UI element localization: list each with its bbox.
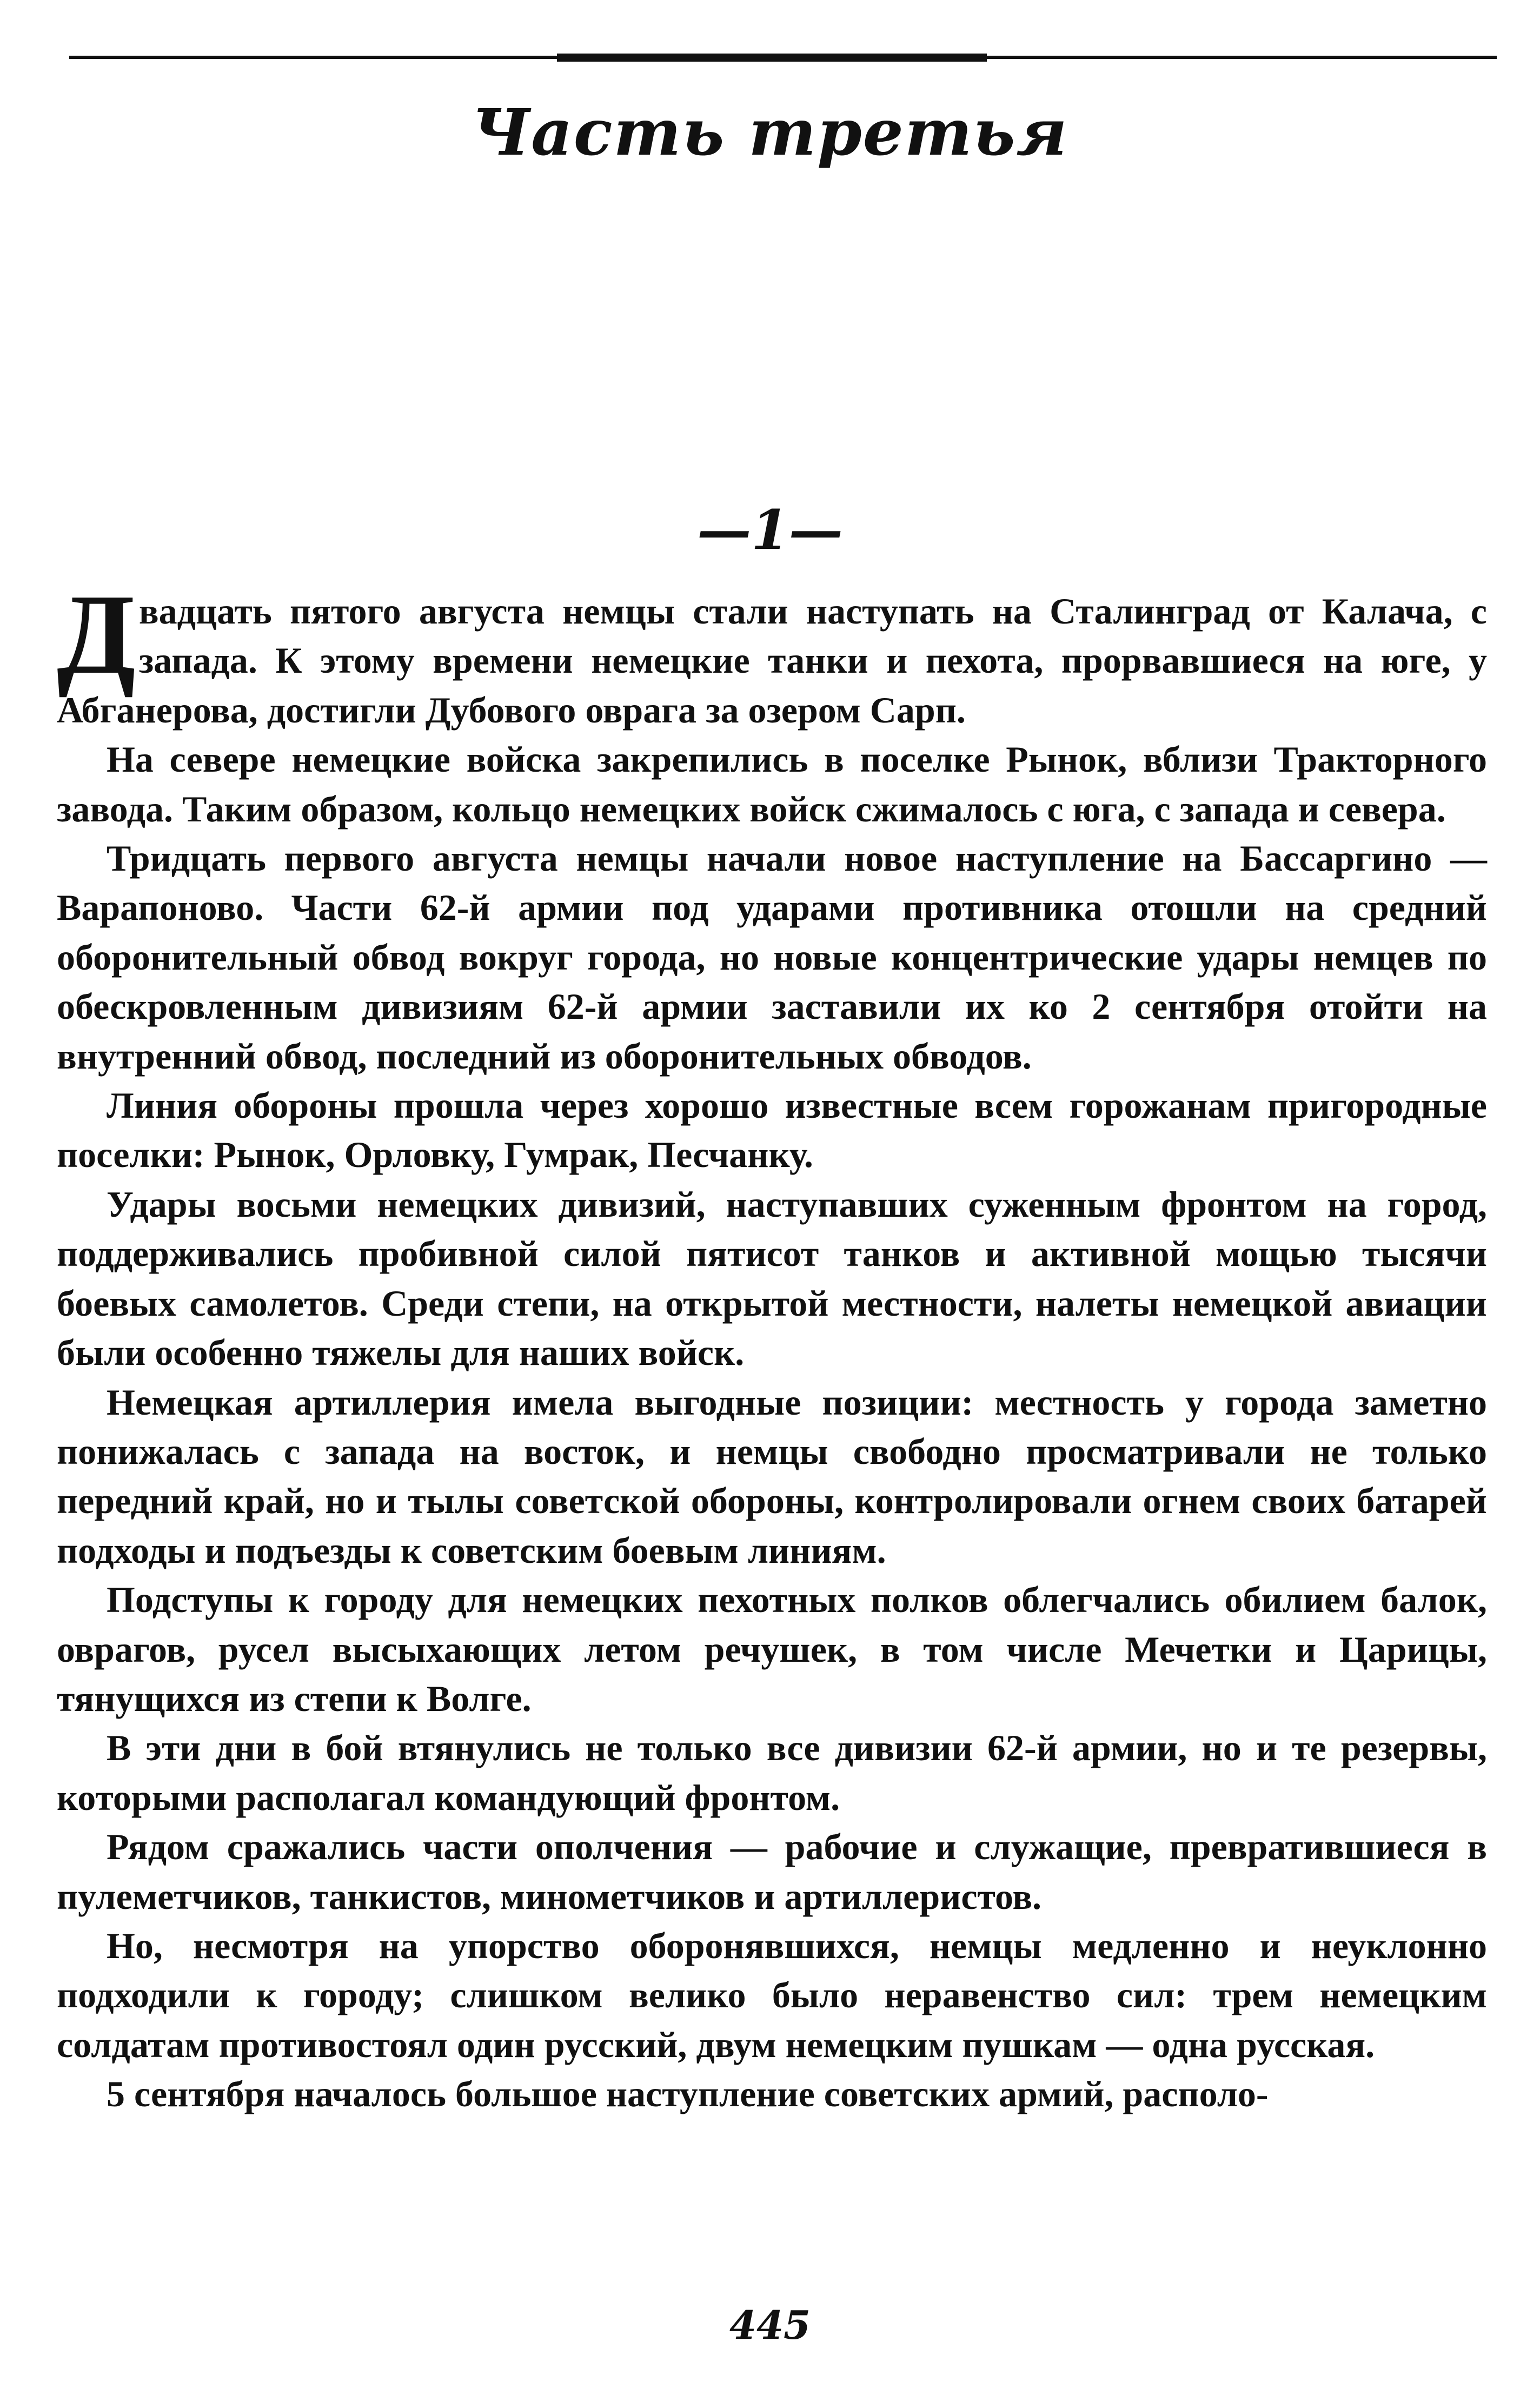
page-number: 445 [729,2302,811,2348]
paragraph [57,571,1487,735]
paragraph: Подступы к городу для немецких пехотных полков облегчались обилием балок, оврагов, русел высыхающих летом речушек, в том числе Мечетки и Царицы, тянущихся из степи к Волге. [57,1579,1487,1719]
paragraph: На севере немецкие войска закрепились в поселке Рынок, вблизи Тракторного завода. Таким образом, кольцо немецких войск сжималось с юга, с запада и севера. [57,739,1487,830]
header-rule-accent [557,54,987,62]
paragraph: Рядом сражались части ополчения — рабочие и служащие, превратившиеся в пулеметчиков, танкистов, минометчиков и артиллеристов. [57,1826,1487,1917]
paragraph: В эти дни в бой втянулись не только все дивизии 62-й армии, но и те резервы, которыми располагал командующий фронтом. [57,1727,1487,1818]
paragraph: Тридцать первого августа немцы начали новое наступление на Бассаргино — Варапоново. Части 62-й армии под ударами противника отошли на средний оборонительный обвод вокруг города, но новые концентрические удары немцев по обескровленным дивизиям 62-й армии заставили их ко 2 сентября отойти на внутренний обвод, последний из оборонительных обводов. [57,838,1487,1077]
drop-cap: Д [57,571,136,698]
chapter-number: —1— [697,498,843,562]
paragraph: Удары восьми немецких дивизий, наступавших суженным фронтом на город, поддерживались пробивной силой пятисот танков и активной мощью тысячи боевых самолетов. Среди степи, на открытой местности, налеты немецкой авиации были особенно тяжелы для наших войск. [57,1183,1487,1374]
paragraph: 5 сентября началось большое наступление советских армий, располо- [107,2073,1269,2115]
paragraph: Немецкая артиллерия имела выгодные позиции: местность у города заметно понижалась с запада на восток, и немцы свободно просматривали не только передний край, но и тылы советской обороны, контролировали огнем своих батарей подходы и подъезды к советским боевым линиям. [57,1381,1487,1571]
paragraph: Но, несмотря на упорство оборонявшихся, немцы медленно и неуклонно подходили к городу; слишком велико было неравенство сил: трем немецким солдатам противостоял один русский, двум немецким пушкам — одна русская. [57,1925,1487,2065]
body-text [57,571,1487,2119]
part-title: Часть третья [472,95,1068,170]
paragraph-text: вадцать пятого августа немцы стали наступать на Сталинград от Калача, с запада. К этому времени немецкие танки и пехота, прорвавшиеся на юге, у Абганерова, достигли Дубового оврага за озером Сарп. [57,591,1487,731]
paragraph: Линия обороны прошла через хорошо известные всем горожанам пригородные поселки: Рынок, Орловку, Гумрак, Песчанку. [57,1085,1487,1176]
